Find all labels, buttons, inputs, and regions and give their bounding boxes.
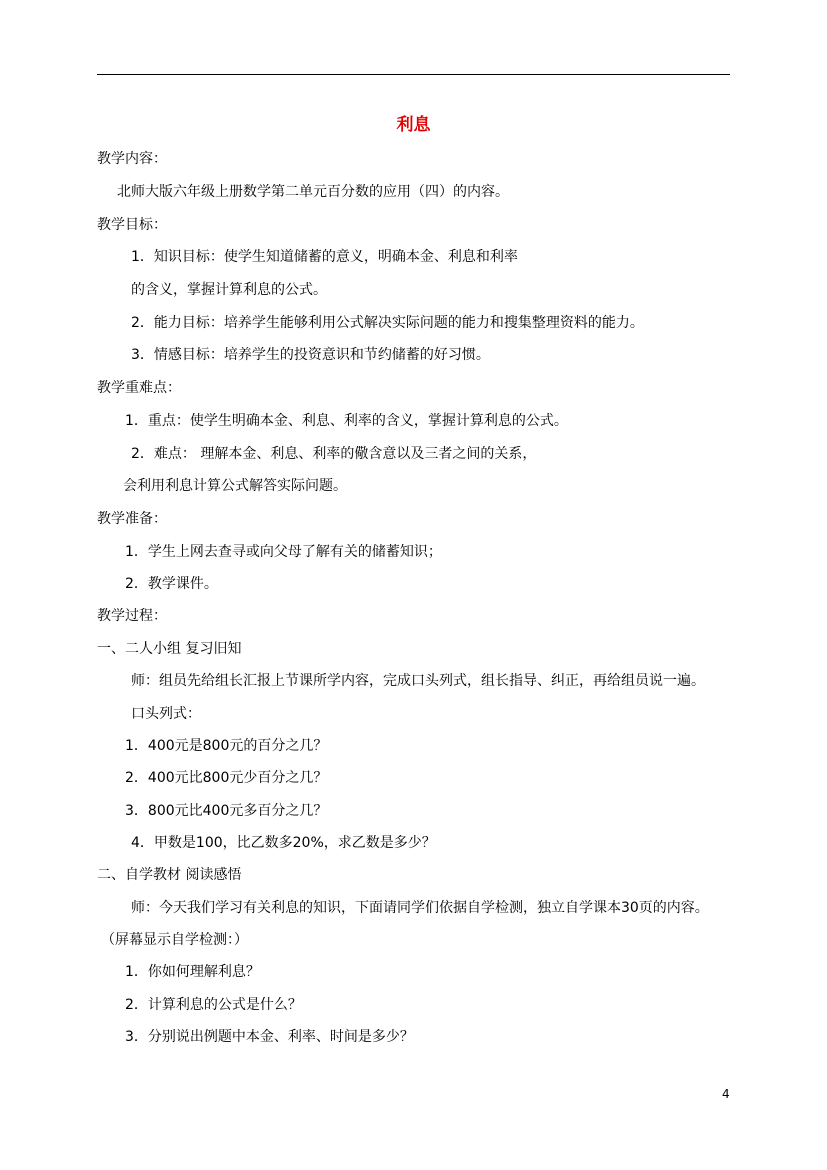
list-item: 2．计算利息的公式是什么？ — [125, 997, 302, 1013]
subsection-heading: 二、自学教材 阅读感悟 — [97, 867, 242, 883]
list-item: 2．能力目标：培养学生能够利用公式解决实际问题的能力和搜集整理资料的能力。 — [131, 315, 644, 331]
list-item: 2．教学课件。 — [125, 576, 218, 592]
list-item: 2．400元比800元少百分之几？ — [125, 770, 328, 786]
list-item: 1．学生上网去查寻或向父母了解有关的储蓄知识； — [125, 544, 442, 560]
list-item: 1．知识目标：使学生知道储蓄的意义，明确本金、利息和利率 — [131, 249, 518, 265]
header-rule — [97, 74, 730, 75]
section-heading-objectives: 教学目标： — [97, 217, 167, 233]
document-title: 利息 — [396, 115, 431, 135]
list-item: 3．情感目标：培养学生的投资意识和节约储蓄的好习惯。 — [131, 347, 490, 363]
list-item: 3．分别说出例题中本金、利率、时间是多少？ — [125, 1029, 414, 1045]
section-heading-preparation: 教学准备： — [97, 511, 167, 527]
list-item: 1．重点：使学生明确本金、利息、利率的含义，掌握计算利息的公式。 — [125, 413, 568, 429]
paragraph: 师：组员先给组长汇报上节课所学内容，完成口头列式，组长指导、纠正，再给组员说一遍。 — [131, 673, 705, 689]
section-heading-content: 教学内容： — [97, 151, 167, 167]
subsection-heading: 一、二人小组 复习旧知 — [97, 641, 242, 657]
list-item: 4．甲数是100，比乙数多20%，求乙数是多少？ — [131, 835, 436, 851]
paragraph: 北师大版六年级上册数学第二单元百分数的应用（四）的内容。 — [117, 184, 509, 200]
list-item: 3．800元比400元多百分之几？ — [125, 803, 328, 819]
list-item: 2．难点： 理解本金、利息、利率的儆含意以及三者之间的关系， — [131, 446, 537, 462]
list-item-continuation: 会利用利息计算公式解答实际问题。 — [123, 478, 347, 494]
list-item-continuation: 的含义，掌握计算利息的公式。 — [131, 282, 327, 298]
paragraph: （屏幕显示自学检测：） — [101, 932, 248, 948]
paragraph: 口头列式： — [131, 706, 201, 722]
list-item: 1．你如何理解利息？ — [125, 964, 260, 980]
page-number: 4 — [722, 1087, 730, 1101]
section-heading-process: 教学过程： — [97, 608, 167, 624]
paragraph: 师：今天我们学习有关利息的知识，下面请同学们依据自学检测，独立自学课本30页的内容。 — [131, 900, 709, 916]
section-heading-key-points: 教学重难点： — [97, 380, 181, 396]
list-item: 1．400元是800元的百分之几？ — [125, 738, 328, 754]
